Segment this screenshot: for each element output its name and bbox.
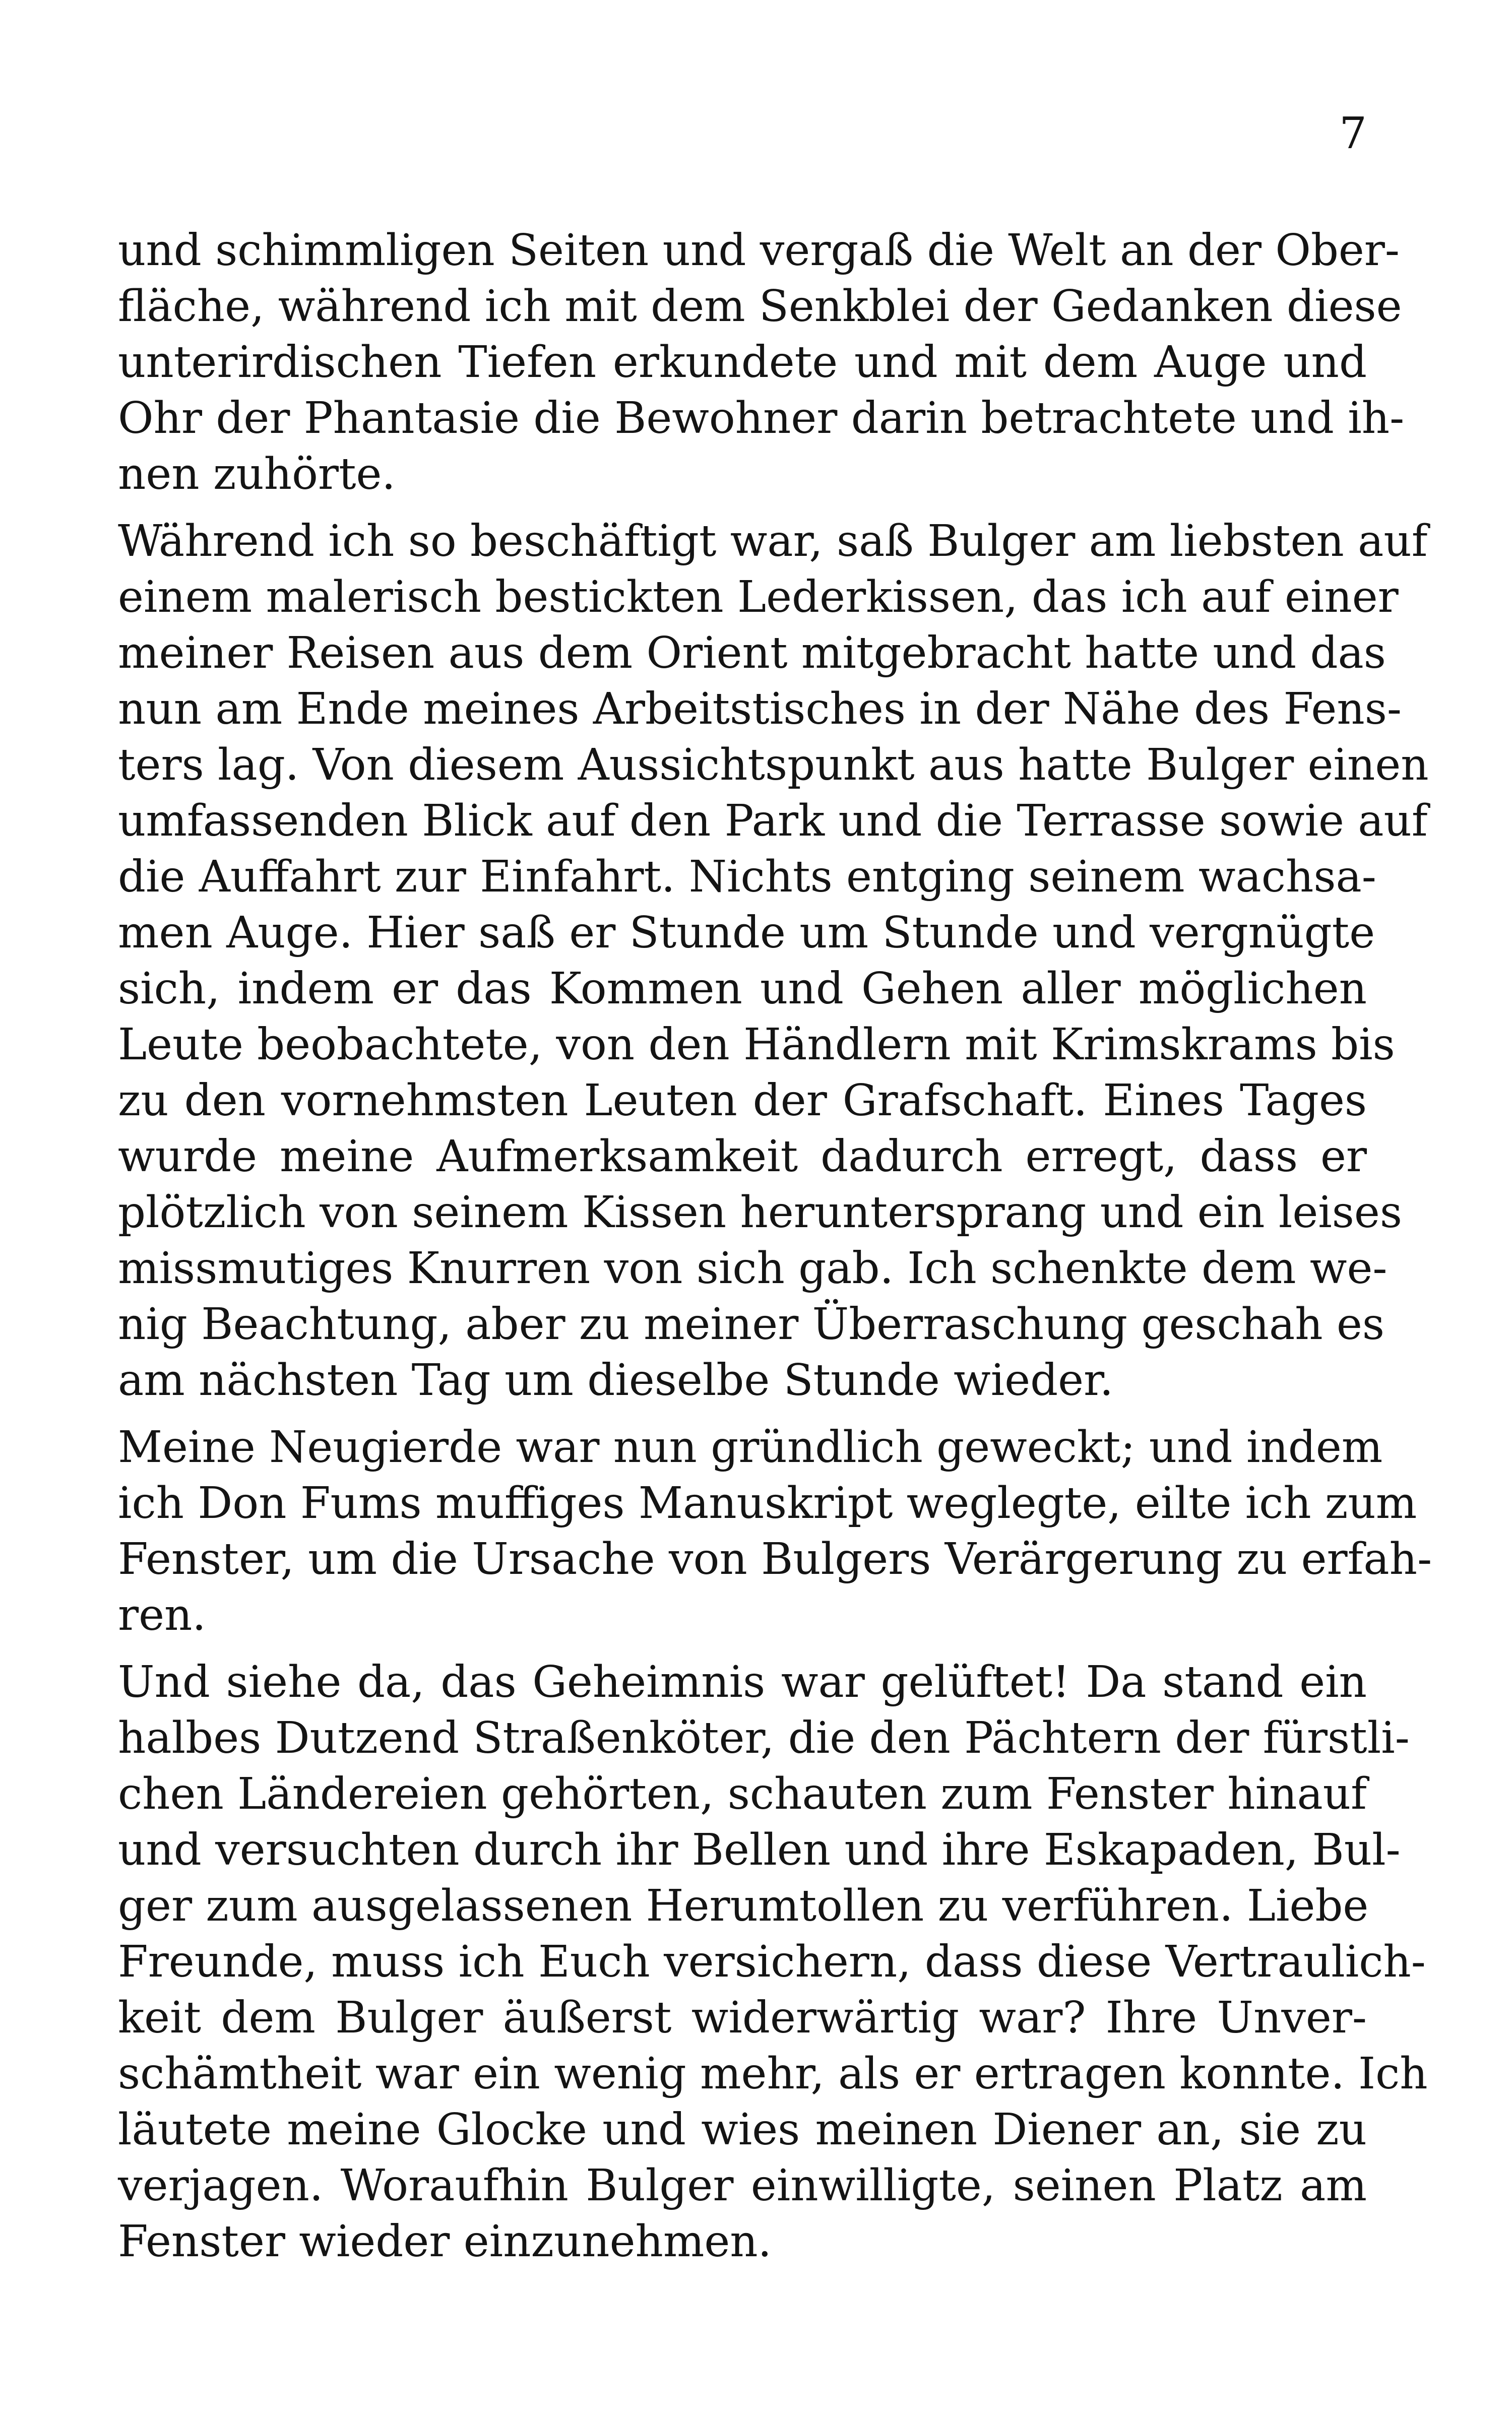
paragraph-1 — [118, 223, 1405, 502]
text-line: die Auffahrt zur Einfahrt. Nichts entging seinem wachsa- — [118, 852, 1376, 902]
text-line: ters lag. Von diesem Aussichtspunkt aus hatte Bulger einen — [118, 740, 1429, 790]
page-number: 7 — [1339, 108, 1367, 159]
text-line: unterirdischen Tiefen erkundete und mit dem Auge und — [118, 337, 1367, 388]
text-line: Fenster, um die Ursache von Bulgers Verärgerung zu erfah- — [118, 1534, 1432, 1584]
text-line: umfassenden Blick auf den Park und die Terrasse sowie auf — [118, 796, 1428, 846]
text-line: Während ich so beschäftigt war, saß Bulger am liebsten auf — [118, 516, 1428, 566]
text-line: ich Don Fums muffiges Manuskript weglegte, eilte ich zum — [118, 1478, 1417, 1529]
text-line: nig Beachtung, aber zu meiner Überraschung geschah es — [118, 1299, 1385, 1350]
text-line: Freunde, muss ich Euch versichern, dass diese Vertraulich- — [118, 1937, 1426, 1987]
text-line: wurde meine Aufmerksamkeit dadurch erregt, dass er — [118, 1131, 1367, 1182]
text-line: und versuchten durch ihr Bellen und ihre Eskapaden, Bul- — [118, 1825, 1401, 1875]
text-line: am nächsten Tag um dieselbe Stunde wieder. — [118, 1355, 1114, 1406]
text-line: Fenster wieder einzunehmen. — [118, 2216, 772, 2267]
text-line: zu den vornehmsten Leuten der Grafschaft. Eines Tages — [118, 1075, 1367, 1126]
paragraph-4 — [118, 1655, 1428, 2270]
text-line: nun am Ende meines Arbeitstisches in der Nähe des Fens- — [118, 684, 1402, 734]
text-line: ren. — [118, 1590, 206, 1640]
text-line: keit dem Bulger äußerst widerwärtig war? Ihre Unver- — [118, 1993, 1367, 2043]
text-line: missmutiges Knurren von sich gab. Ich schenkte dem we- — [118, 1243, 1388, 1294]
text-line: läutete meine Glocke und wies meinen Diener an, sie zu — [118, 2105, 1367, 2155]
text-line: Und siehe da, das Geheimnis war gelüftet! Da stand ein — [118, 1657, 1367, 1707]
text-line: schämtheit war ein wenig mehr, als er ertragen konnte. Ich — [118, 2049, 1428, 2099]
text-line: verjagen. Woraufhin Bulger einwilligte, seinen Platz am — [118, 2160, 1367, 2211]
text-line: ger zum ausgelassenen Herumtollen zu verführen. Liebe — [118, 1881, 1369, 1931]
text-line: einem malerisch bestickten Lederkissen, das ich auf einer — [118, 572, 1399, 622]
text-line: Meine Neugierde war nun gründlich geweckt; und indem — [118, 1422, 1383, 1473]
text-line: chen Ländereien gehörten, schauten zum Fenster hinauf — [118, 1769, 1367, 1819]
paragraph-2 — [118, 514, 1429, 1409]
paragraph-3 — [118, 1420, 1432, 1643]
text-line: sich, indem er das Kommen und Gehen aller möglichen — [118, 964, 1367, 1014]
text-line: halbes Dutzend Straßenköter, die den Pächtern der fürstli- — [118, 1713, 1410, 1763]
text-line: men Auge. Hier saß er Stunde um Stunde und vergnügte — [118, 908, 1375, 958]
text-line: Ohr der Phantasie die Bewohner darin betrachtete und ih- — [118, 393, 1405, 443]
text-line: Leute beobachtete, von den Händlern mit Krimskrams bis — [118, 1020, 1395, 1070]
text-line: fläche, während ich mit dem Senkblei der Gedanken diese — [118, 281, 1402, 332]
text-line: nen zuhörte. — [118, 449, 396, 499]
text-line: meiner Reisen aus dem Orient mitgebracht hatte und das — [118, 628, 1386, 678]
text-line: und schimmligen Seiten und vergaß die Welt an der Ober- — [118, 225, 1400, 276]
text-line: plötzlich von seinem Kissen heruntersprang und ein leises — [118, 1187, 1402, 1238]
body-text — [118, 223, 1432, 2281]
